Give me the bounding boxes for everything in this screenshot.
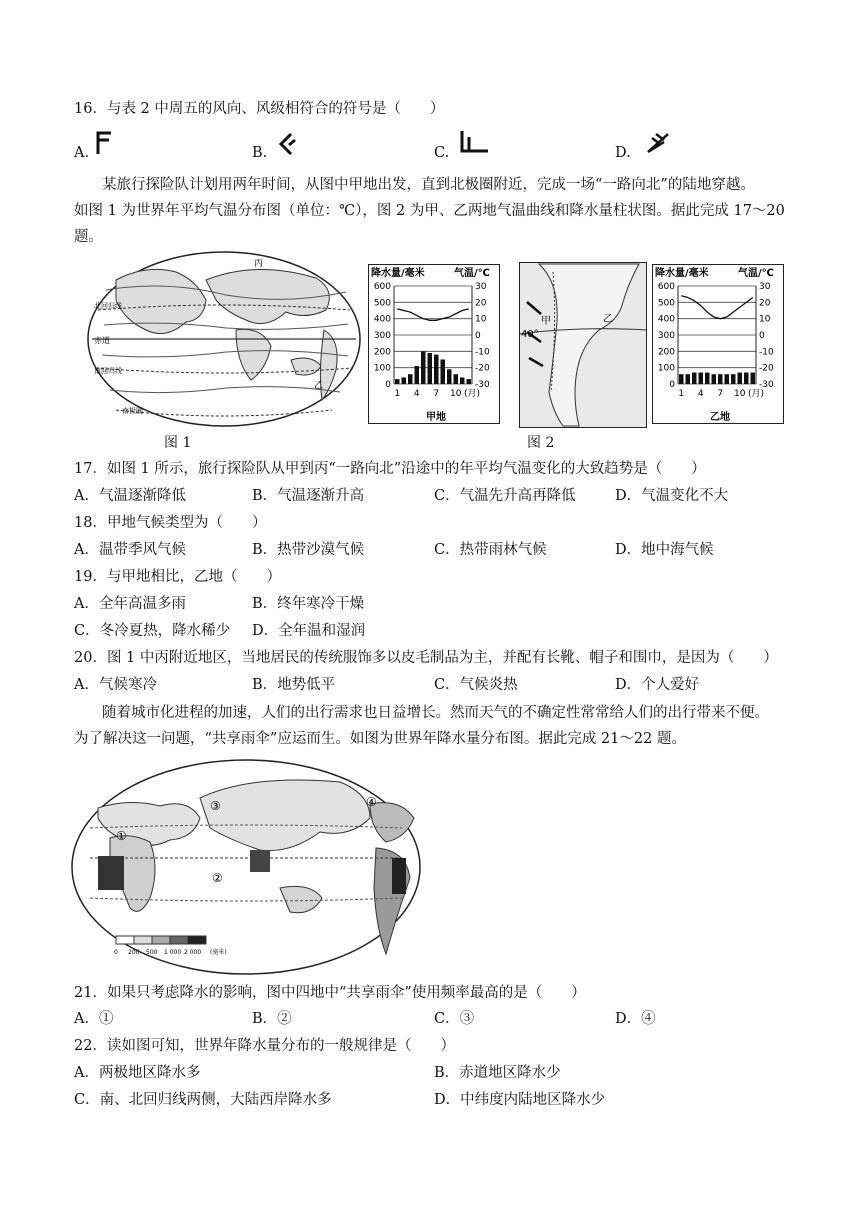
- right-tick-label: -30: [475, 380, 490, 390]
- latitude-label: 40°: [521, 329, 539, 340]
- option-letter: D.: [615, 145, 631, 161]
- precipitation-bar: [408, 374, 413, 384]
- right-tick-label: 30: [759, 282, 771, 292]
- q17-option-a[interactable]: A．气温逐渐降低: [74, 488, 186, 504]
- intro1-line2: 如图 1 为世界年平均气温分布图（单位：℃），图 2 为甲、乙两地气温曲线和降水量柱状图。据此完成 17～20: [74, 203, 785, 219]
- right-tick-label: -10: [475, 347, 490, 358]
- q22-option-d[interactable]: D．中纬度内陆地区降水少: [434, 1092, 606, 1108]
- figure2-caption: 图 2: [527, 435, 555, 451]
- q19-option-a[interactable]: A．全年高温多雨: [74, 596, 186, 612]
- option-letter: A.: [74, 145, 90, 161]
- q16-stem: 16．与表 2 中周五的风向、风级相符合的符号是（ ）: [74, 101, 445, 117]
- left-tick-label: 300: [373, 331, 391, 341]
- q22-option-c[interactable]: C．南、北回归线两侧，大陆西岸降水多: [74, 1092, 332, 1108]
- q22-option-b[interactable]: B．赤道地区降水少: [434, 1065, 561, 1081]
- x-tick-label: 1: [394, 389, 401, 399]
- chart-yi-left-title: 降水量/毫米: [655, 268, 709, 279]
- right-tick-label: 0: [759, 331, 765, 341]
- bing-label: 丙: [254, 259, 264, 269]
- q16-option-a[interactable]: [74, 143, 89, 163]
- right-tick-label: -20: [475, 363, 490, 374]
- legend-tick-4: 2 000: [184, 949, 202, 956]
- right-tick-label: 0: [475, 331, 481, 341]
- world-temperature-map: [86, 250, 362, 428]
- wind-symbol-c-icon: [458, 129, 490, 155]
- wind-symbol-a-icon: [94, 130, 114, 156]
- left-tick-label: 200: [373, 347, 391, 358]
- precipitation-bar: [699, 373, 704, 384]
- precipitation-bar: [738, 373, 743, 384]
- q17-option-c[interactable]: C．气温先升高再降低: [434, 488, 576, 504]
- left-tick-label: 600: [657, 282, 675, 292]
- jia-point-label: 甲: [541, 316, 551, 327]
- right-tick-label: 20: [475, 298, 487, 309]
- wind-symbol-d-icon: [644, 130, 672, 156]
- left-tick-label: 200: [657, 347, 675, 358]
- q20-option-b[interactable]: B．地势低平: [252, 677, 336, 693]
- left-tick-label: 300: [657, 331, 675, 341]
- precipitation-bar: [705, 373, 710, 384]
- right-tick-label: 10: [475, 314, 487, 325]
- q18-option-a[interactable]: A．温带季风气候: [74, 542, 186, 558]
- q21-stem: 21．如果只考虑降水的影响，图中四地中“共享雨伞”使用频率最高的是（ ）: [74, 985, 586, 1001]
- precipitation-bar: [454, 374, 459, 384]
- x-tick-label: 10: [450, 389, 462, 399]
- x-tick-label: 4: [697, 389, 704, 399]
- option-letter: B.: [252, 145, 268, 161]
- precipitation-bar: [415, 366, 420, 384]
- q18-option-d[interactable]: D．地中海气候: [615, 542, 714, 558]
- precipitation-bar: [402, 377, 407, 384]
- left-tick-label: 100: [657, 363, 675, 374]
- north-tropic-label: 北回归线: [94, 302, 122, 310]
- precipitation-bar: [428, 353, 433, 384]
- chart-yi-name: 乙地: [710, 412, 730, 423]
- q20-stem: 20．图 1 中丙附近地区，当地居民的传统服饰多以皮毛制品为主，并配有长靴、帽子和围巾，是因为（ ）: [74, 650, 778, 666]
- precipitation-bar: [692, 373, 697, 384]
- q18-stem: 18．甲地气候类型为（ ）: [74, 515, 267, 531]
- q20-option-d[interactable]: D．个人爱好: [615, 677, 700, 693]
- precipitation-bar: [434, 355, 439, 384]
- marker-4: ④: [366, 795, 377, 809]
- intro1-line3: 题。: [74, 229, 103, 245]
- q22-stem: 22．读如图可知，世界年降水量分布的一般规律是（ ）: [74, 1038, 455, 1054]
- precipitation-bar: [441, 360, 446, 385]
- intro1-line1: 某旅行探险队计划用两年时间，从图中甲地出发，直到北极圈附近，完成一场“一路向北”的陆地穿越。: [102, 177, 755, 193]
- q18-option-c[interactable]: C．热带雨林气候: [434, 542, 547, 558]
- left-tick-label: 0: [385, 380, 391, 390]
- precipitation-bar: [751, 373, 756, 384]
- precipitation-bar: [467, 379, 472, 384]
- left-tick-label: 500: [373, 298, 391, 309]
- x-tick-label: 10: [734, 389, 746, 399]
- equator-label: 赤道: [94, 336, 110, 345]
- chart-jia: [368, 264, 500, 424]
- right-tick-label: 10: [759, 314, 771, 325]
- x-tick-label: (月): [748, 389, 765, 399]
- right-tick-label: -30: [759, 380, 774, 390]
- q20-option-a[interactable]: A．气候寒冷: [74, 677, 157, 693]
- south-circle-label: 南极圈: [122, 407, 143, 415]
- left-tick-label: 0: [669, 380, 675, 390]
- q22-option-a[interactable]: A．两极地区降水多: [74, 1065, 201, 1081]
- chart-yi-right-title: 气温/℃: [738, 268, 774, 279]
- q19-stem: 19．与甲地相比，乙地（ ）: [74, 569, 281, 585]
- q17-option-d[interactable]: D．气温变化不大: [615, 488, 729, 504]
- q20-option-c[interactable]: C．气候炎热: [434, 677, 518, 693]
- right-tick-label: -10: [759, 347, 774, 358]
- left-tick-label: 600: [373, 282, 391, 292]
- q17-stem: 17．如图 1 所示，旅行探险队从甲到丙“一路向北”沿途中的年平均气温变化的大致趋势是（ ）: [74, 461, 706, 477]
- precipitation-bar: [718, 374, 723, 384]
- q21-option-c[interactable]: C．③: [434, 1011, 475, 1027]
- q19-option-d[interactable]: D．全年温和湿润: [252, 623, 366, 639]
- q16-option-d[interactable]: [615, 143, 631, 163]
- left-tick-label: 100: [373, 363, 391, 374]
- legend-tick-1: 200: [128, 949, 140, 956]
- right-tick-label: 20: [759, 298, 771, 309]
- legend-unit: (毫米): [210, 949, 227, 956]
- yi-point-label: 乙: [603, 314, 613, 325]
- x-tick-label: 7: [717, 389, 724, 399]
- chart-jia-name: 甲地: [426, 412, 446, 423]
- right-tick-label: 30: [475, 282, 487, 292]
- left-tick-label: 500: [657, 298, 675, 309]
- chart-jia-left-title: 降水量/毫米: [371, 268, 425, 279]
- legend-tick-0: 0: [114, 949, 118, 956]
- precipitation-bar: [679, 374, 684, 384]
- marker-1: ①: [116, 829, 127, 843]
- chart-jia-right-title: 气温/℃: [454, 268, 490, 279]
- q21-option-b[interactable]: B．②: [252, 1011, 292, 1027]
- legend-tick-3: 1 000: [164, 949, 182, 956]
- q19-option-c[interactable]: C．冬冷夏热，降水稀少: [74, 623, 231, 639]
- x-tick-label: 7: [433, 389, 440, 399]
- x-tick-label: (月): [464, 389, 481, 399]
- precipitation-bar: [712, 374, 717, 384]
- q16-option-b[interactable]: [252, 143, 267, 163]
- marker-2: ②: [212, 871, 223, 885]
- right-tick-label: -20: [759, 363, 774, 374]
- intro2-line2: 为了解决这一问题，“共享雨伞”应运而生。如图为世界年降水量分布图。据此完成 21～22 题。: [74, 731, 686, 747]
- south-america-map: [519, 262, 647, 428]
- yi-label: 乙: [314, 381, 324, 391]
- left-tick-label: 400: [373, 314, 391, 325]
- figure1-caption: 图 1: [164, 435, 192, 451]
- chart-yi: [652, 264, 784, 424]
- left-tick-label: 400: [657, 314, 675, 325]
- q21-option-a[interactable]: A．①: [74, 1011, 114, 1027]
- precipitation-bar: [686, 374, 691, 384]
- q16-option-c[interactable]: [434, 143, 449, 163]
- precipitation-bar: [731, 374, 736, 384]
- precipitation-bar: [447, 369, 452, 384]
- precipitation-bar: [725, 374, 730, 384]
- x-tick-label: 1: [678, 389, 685, 399]
- precipitation-bar: [460, 377, 465, 384]
- legend-tick-2: 500: [146, 949, 158, 956]
- marker-3: ③: [210, 799, 221, 813]
- q18-option-b[interactable]: B．热带沙漠气候: [252, 542, 365, 558]
- intro2-line1: 随着城市化进程的加速，人们的出行需求也日益增长。然而天气的不确定性常常给人们的出行带来不便。: [102, 705, 769, 721]
- option-letter: C.: [434, 145, 450, 161]
- precipitation-bar: [744, 373, 749, 384]
- south-tropic-label: 南回归线: [94, 367, 122, 375]
- wind-symbol-b-icon: [277, 131, 297, 157]
- world-precipitation-map: [70, 758, 422, 976]
- q21-option-d[interactable]: D．④: [615, 1011, 656, 1027]
- q19-option-b[interactable]: B．终年寒冷干燥: [252, 596, 365, 612]
- q17-option-b[interactable]: B．气温逐渐升高: [252, 488, 365, 504]
- precipitation-bar: [421, 351, 426, 384]
- precipitation-bar: [395, 379, 400, 384]
- x-tick-label: 4: [413, 389, 420, 399]
